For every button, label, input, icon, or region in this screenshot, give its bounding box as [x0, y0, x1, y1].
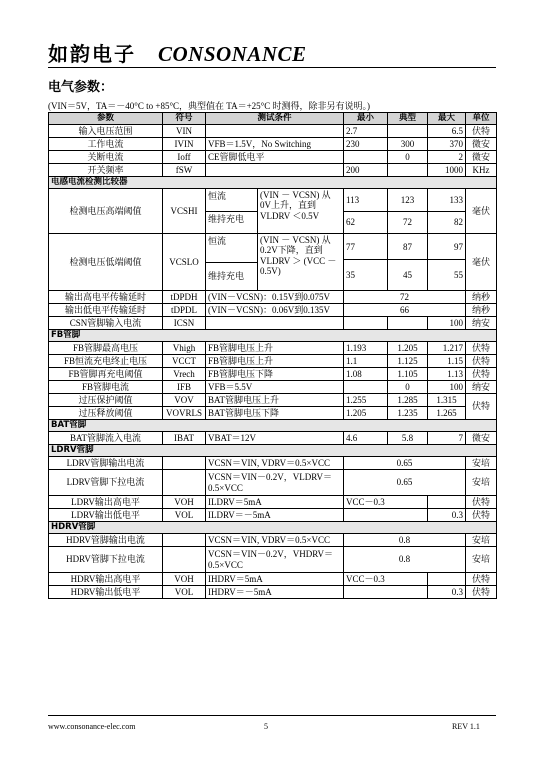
cell-symbol: VOH [163, 496, 206, 509]
cell-symbol: VCSLO [163, 234, 206, 291]
cell-param: 输出高电平传输延时 [49, 291, 163, 304]
cell-typ [388, 317, 428, 330]
cell-symbol: VIN [163, 125, 206, 138]
cell-param: HDRV管脚下拉电流 [49, 547, 163, 573]
cell-condition [206, 317, 344, 330]
table-row [49, 496, 497, 509]
cell-unit: 安培 [466, 457, 497, 470]
table-row [49, 164, 497, 177]
footer-revision: REV 1.1 [452, 722, 480, 731]
cell-unit: 伏特 [466, 573, 497, 586]
header-unit: 单位 [466, 113, 497, 125]
cell-param: 开关频率 [49, 164, 163, 177]
cell-typ: 0.8 [344, 534, 466, 547]
cell-condition: VCSN＝VIN, VDRV＝0.5×VCC [206, 457, 344, 470]
cell-unit: 伏特 [466, 355, 497, 368]
cell-typ: 0.65 [344, 457, 466, 470]
cell-symbol: Vrech [163, 368, 206, 381]
cell-min [344, 509, 428, 522]
cell-symbol: IFB [163, 381, 206, 394]
cell-min: 35 [344, 260, 388, 291]
cell-typ: 0.65 [344, 470, 466, 496]
cell-symbol: VCSHI [163, 189, 206, 234]
cell-min: 4.6 [344, 432, 388, 445]
cell-unit: 纳秒 [466, 291, 497, 304]
group-row-bat [49, 420, 497, 432]
cell-param: 检测电压低端阈值 [49, 234, 163, 291]
cell-min: 1.08 [344, 368, 388, 381]
cell-typ: 1.125 [388, 355, 428, 368]
table-row [49, 586, 497, 599]
cell-unit: 纳安 [466, 381, 497, 394]
cell-unit: 伏特 [466, 586, 497, 599]
cell-param: 检测电压高端阈值 [49, 189, 163, 234]
cell-symbol: VCCT [163, 355, 206, 368]
cell-unit: 伏特 [466, 509, 497, 522]
cell-symbol [163, 547, 206, 573]
cell-condition [206, 234, 344, 291]
cell-param: 关断电流 [49, 151, 163, 164]
cell-min: 200 [344, 164, 388, 177]
condition-text: (VIN － VCSN) 从0V上升，直到VLDRV ＜0.5V [260, 190, 331, 221]
group-label: BAT管脚 [49, 420, 497, 432]
cell-min: 1.1 [344, 355, 388, 368]
cell-condition: FB管脚电压下降 [206, 368, 344, 381]
header-min: 最小 [344, 113, 388, 125]
cell-min: VCC－0.3 [344, 573, 428, 586]
table-row [49, 138, 497, 151]
group-row-current-sense [49, 177, 497, 189]
table-row [49, 573, 497, 586]
cell-condition: ILDRV＝5mA [206, 496, 344, 509]
cell-min [344, 317, 388, 330]
cell-min: 113 [344, 189, 388, 212]
cell-max: 97 [428, 234, 466, 260]
cell-symbol: VOL [163, 586, 206, 599]
cell-typ: 1.105 [388, 368, 428, 381]
table-row [49, 534, 497, 547]
cell-typ: 300 [388, 138, 428, 151]
cell-typ: 123 [388, 189, 428, 212]
cell-param: HDRV输出低电平 [49, 586, 163, 599]
mode-maintain: 维持充电 [208, 271, 245, 282]
cell-typ: 66 [344, 304, 466, 317]
cell-symbol: VOV [163, 394, 206, 407]
cell-symbol [163, 457, 206, 470]
cell-min [344, 586, 428, 599]
cell-max: 1000 [428, 164, 466, 177]
cell-unit: 纳安 [466, 317, 497, 330]
cell-min [344, 381, 388, 394]
electrical-parameters-table [48, 112, 497, 599]
group-label: HDRV管脚 [49, 522, 497, 534]
cell-typ: 0 [388, 151, 428, 164]
cell-min [344, 151, 388, 164]
cell-condition [206, 189, 344, 234]
header-typ: 典型 [388, 113, 428, 125]
cell-unit: 微安 [466, 138, 497, 151]
brand-chinese: 如韵电子 [48, 42, 136, 66]
cell-min: 62 [344, 211, 388, 234]
cell-symbol: Vhigh [163, 342, 206, 355]
table-row [49, 368, 497, 381]
section-title: 电气参数： [48, 80, 114, 95]
cell-max: 100 [428, 317, 466, 330]
cell-min: 77 [344, 234, 388, 260]
cell-param: FB恒流充电终止电压 [49, 355, 163, 368]
cell-symbol [163, 470, 206, 496]
cell-param: LDRV管脚下拉电流 [49, 470, 163, 496]
cell-param: 输出低电平传输延时 [49, 304, 163, 317]
group-row-ldrv [49, 445, 497, 457]
cell-condition: (VIN－VCSN)：0.06V到0.135V [206, 304, 344, 317]
cell-param: FB管脚再充电阈值 [49, 368, 163, 381]
cell-max: 2 [428, 151, 466, 164]
cell-unit: 安培 [466, 534, 497, 547]
group-label: 电感电流检测比较器 [49, 177, 497, 189]
cell-max: 6.5 [428, 125, 466, 138]
table-row [49, 189, 497, 212]
cell-typ: 0 [388, 381, 428, 394]
cell-condition: IHDRV＝5mA [206, 573, 344, 586]
cell-condition: FB管脚电压上升 [206, 342, 344, 355]
cell-param: 输入电压范围 [49, 125, 163, 138]
table-row [49, 547, 497, 573]
cell-param: 过压释放阈值 [49, 407, 163, 420]
cell-condition [206, 125, 344, 138]
condition-text: (VIN － VCSN) 从0.2V下降，直到VLDRV ＞ (VCC － 0.5V) [260, 235, 337, 277]
cell-typ: 72 [388, 211, 428, 234]
cell-param: LDRV输出高电平 [49, 496, 163, 509]
cell-param: FB管脚最高电压 [49, 342, 163, 355]
mode-cc: 恒流 [206, 234, 257, 263]
cell-param: 过压保护阈值 [49, 394, 163, 407]
cell-max: 1.13 [428, 368, 466, 381]
cell-symbol: IBAT [163, 432, 206, 445]
cell-typ: 0.8 [344, 547, 466, 573]
cell-symbol: VOVRLS [163, 407, 206, 420]
cell-unit: 伏特 [466, 496, 497, 509]
cell-max: 1.265 [428, 407, 466, 420]
cell-symbol: ICSN [163, 317, 206, 330]
table-row [49, 151, 497, 164]
cell-unit: 微安 [466, 432, 497, 445]
cell-max: 133 [428, 189, 466, 212]
cell-condition: VCSN＝VIN, VDRV＝0.5×VCC [206, 534, 344, 547]
table-row [49, 317, 497, 330]
cell-param: LDRV管脚输出电流 [49, 457, 163, 470]
cell-min: 2.7 [344, 125, 388, 138]
cell-typ: 1.205 [388, 342, 428, 355]
group-row-fb [49, 330, 497, 342]
cell-unit: 安培 [466, 547, 497, 573]
cell-symbol: VOH [163, 573, 206, 586]
header-condition: 测试条件 [206, 113, 344, 125]
cell-unit: 伏特 [466, 368, 497, 381]
footer-page-number: 5 [264, 722, 268, 731]
cell-max: 370 [428, 138, 466, 151]
mode-cc: 恒流 [206, 189, 257, 212]
cell-param: 工作电流 [49, 138, 163, 151]
cell-max: 7 [428, 432, 466, 445]
cell-typ: 72 [344, 291, 466, 304]
cell-symbol: tDPDH [163, 291, 206, 304]
table-row [49, 291, 497, 304]
cell-typ: 45 [388, 260, 428, 291]
table-row [49, 394, 497, 407]
mode-maintain: 维持充电 [208, 213, 245, 224]
cell-param: HDRV管脚输出电流 [49, 534, 163, 547]
footer-rule [48, 715, 496, 716]
header-max: 最大 [428, 113, 466, 125]
cell-param: FB管脚电流 [49, 381, 163, 394]
cell-condition: FB管脚电压上升 [206, 355, 344, 368]
header-param: 参数 [49, 113, 163, 125]
cell-condition: ILDRV＝－5mA [206, 509, 344, 522]
cell-condition: BAT管脚电压下降 [206, 407, 344, 420]
page-header [48, 38, 307, 68]
cell-max: 1.15 [428, 355, 466, 368]
table-row [49, 407, 497, 420]
header-symbol: 符号 [163, 113, 206, 125]
cell-condition: CE管脚低电平 [206, 151, 344, 164]
cell-max [428, 496, 466, 509]
cell-condition: BAT管脚电压上升 [206, 394, 344, 407]
cell-condition: (VIN－VCSN)：0.15V到0.075V [206, 291, 344, 304]
cell-max: 0.3 [428, 509, 466, 522]
table-row [49, 342, 497, 355]
group-label: LDRV管脚 [49, 445, 497, 457]
cell-condition: VFB＝1.5V，No Switching [206, 138, 344, 151]
cell-unit: 伏特 [466, 394, 497, 420]
group-label: FB管脚 [49, 330, 497, 342]
cell-typ: 1.235 [388, 407, 428, 420]
cell-max: 1.315 [428, 394, 466, 407]
cell-symbol: tDPDL [163, 304, 206, 317]
cell-min: 1.255 [344, 394, 388, 407]
group-row-hdrv [49, 522, 497, 534]
cell-max: 1.217 [428, 342, 466, 355]
table-row [49, 432, 497, 445]
footer-website: www.consonance-elec.com [48, 722, 136, 731]
conditions-note: (VIN＝5V，TA＝－40°C to +85°C，典型值在 TA＝+25°C 时测得，除非另有说明。) [48, 101, 371, 111]
cell-max: 55 [428, 260, 466, 291]
cell-symbol: VOL [163, 509, 206, 522]
cell-max: 82 [428, 211, 466, 234]
table-row [49, 355, 497, 368]
table-row [49, 234, 497, 260]
cell-condition: VFB＝5.5V [206, 381, 344, 394]
cell-typ [388, 125, 428, 138]
cell-unit: 安培 [466, 470, 497, 496]
cell-unit: KHz [466, 164, 497, 177]
cell-max: 0.3 [428, 586, 466, 599]
cell-min: 1.193 [344, 342, 388, 355]
cell-param: HDRV输出高电平 [49, 573, 163, 586]
cell-typ: 1.285 [388, 394, 428, 407]
cell-unit: 伏特 [466, 342, 497, 355]
cell-unit: 微安 [466, 151, 497, 164]
cell-condition: IHDRV＝－5mA [206, 586, 344, 599]
cell-symbol: IVIN [163, 138, 206, 151]
table-row [49, 304, 497, 317]
cell-min: 1.205 [344, 407, 388, 420]
cell-unit: 伏特 [466, 125, 497, 138]
cell-max: 100 [428, 381, 466, 394]
cell-condition: VCSN＝VIN－0.2V，VLDRV＝0.5×VCC [206, 470, 344, 496]
cell-max [428, 573, 466, 586]
table-row [49, 457, 497, 470]
brand-english: CONSONANCE [158, 42, 307, 66]
table-header-row [49, 113, 497, 125]
cell-typ [388, 164, 428, 177]
table-row [49, 509, 497, 522]
table-row [49, 381, 497, 394]
cell-unit: 毫伏 [466, 189, 497, 234]
cell-unit: 毫伏 [466, 234, 497, 291]
cell-symbol: Ioff [163, 151, 206, 164]
cell-param: CSN管脚输入电流 [49, 317, 163, 330]
table-row [49, 125, 497, 138]
table-row [49, 470, 497, 496]
cell-symbol [163, 534, 206, 547]
cell-symbol: fSW [163, 164, 206, 177]
cell-unit: 纳秒 [466, 304, 497, 317]
cell-min: VCC－0.3 [344, 496, 428, 509]
cell-param: LDRV输出低电平 [49, 509, 163, 522]
cell-param: BAT管脚流入电流 [49, 432, 163, 445]
header-rule [48, 67, 496, 68]
cell-condition [206, 164, 344, 177]
cell-typ: 5.8 [388, 432, 428, 445]
cell-condition: VCSN＝VIN－0.2V，VHDRV＝0.5×VCC [206, 547, 344, 573]
cell-typ: 87 [388, 234, 428, 260]
cell-min: 230 [344, 138, 388, 151]
cell-condition: VBAT＝12V [206, 432, 344, 445]
